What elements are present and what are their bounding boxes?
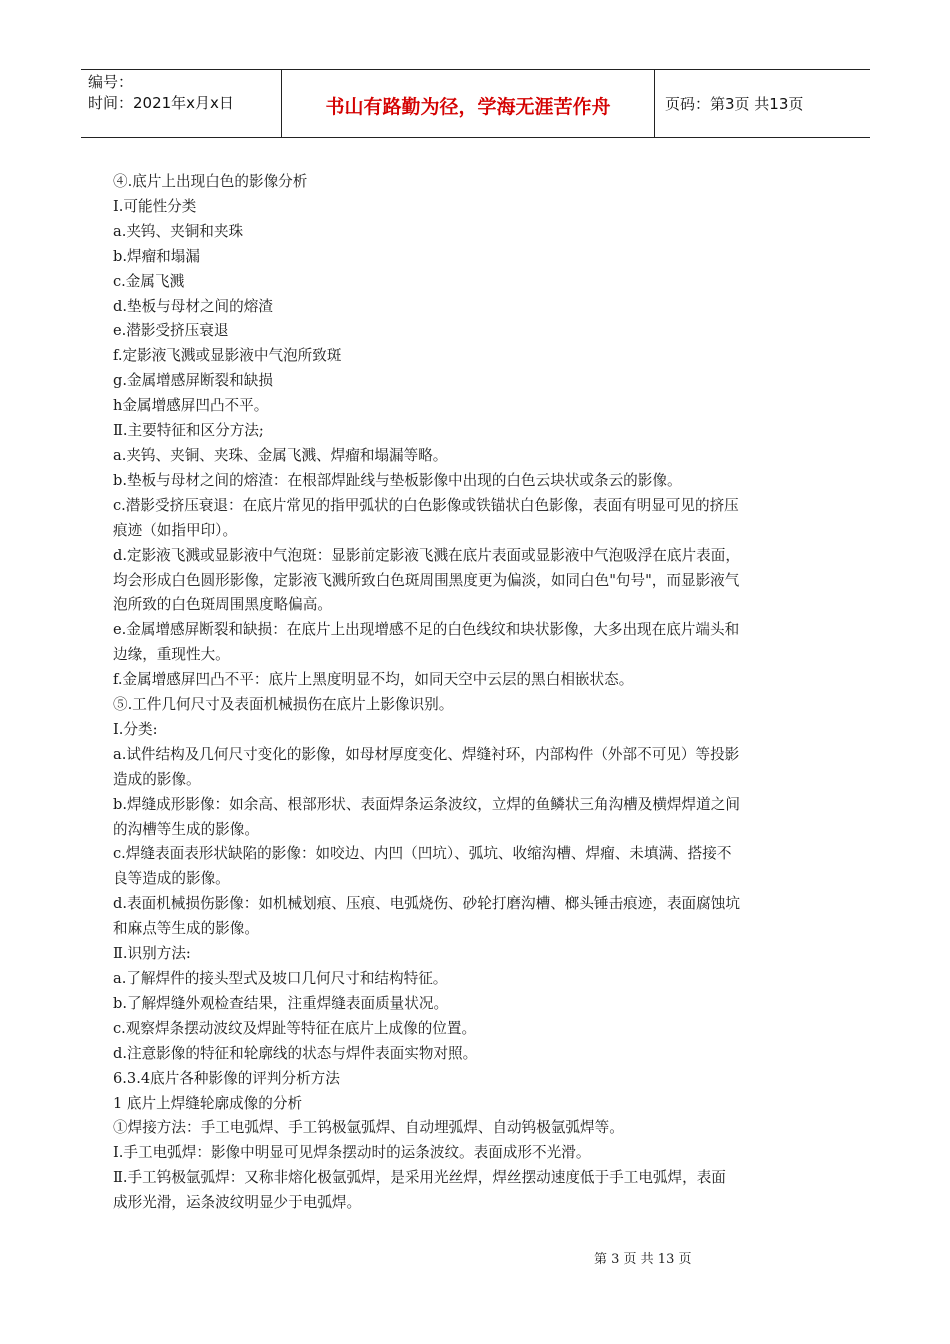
body-line: Ⅱ.手工钨极氩弧焊：又称非熔化极氩弧焊，是采用光丝焊，焊丝摆动速度低于手工电弧焊，表面 bbox=[113, 1169, 726, 1187]
body-line: Ⅱ.识别方法: bbox=[113, 945, 191, 963]
body-line: ①焊接方法：手工电弧焊、手工钨极氩弧焊、自动埋弧焊、自动钨极氩弧焊等。 bbox=[113, 1119, 624, 1137]
body-line: Ⅰ.手工电弧焊：影像中明显可见焊条摆动时的运条波纹。表面成形不光滑。 bbox=[113, 1144, 591, 1162]
body-line: 成形光滑，运条波纹明显少于电弧焊。 bbox=[113, 1194, 362, 1212]
body-line: d.表面机械损伤影像：如机械划痕、压痕、电弧烧伤、砂轮打磨沟槽、榔头锤击痕迹，表面腐蚀坑 bbox=[113, 895, 740, 913]
body-line: a.了解焊件的接头型式及坡口几何尺寸和结构特征。 bbox=[113, 970, 448, 987]
body-line: f.定影液飞溅或显影液中气泡所致斑 bbox=[113, 347, 342, 365]
body-line: b.焊瘤和塌漏 bbox=[113, 247, 200, 265]
body-line: 1 底片上焊缝轮廓成像的分析 bbox=[113, 1094, 303, 1112]
body-line: c.焊缝表面表形状缺陷的影像：如咬边、内凹（凹坑）、弧坑、收缩沟槽、焊瘤、未填满、搭接不 bbox=[113, 845, 732, 863]
document-date-label: 时间：2021年x月x日 bbox=[88, 94, 234, 112]
body-line: f.金属增感屏凹凸不平：底片上黑度明显不均，如同天空中云层的黑白相嵌状态。 bbox=[113, 671, 634, 689]
body-line: Ⅱ.主要特征和区分方法; bbox=[113, 422, 264, 440]
document-header bbox=[81, 69, 870, 138]
body-line: b.垫板与母材之间的熔渣：在根部焊趾线与垫板影像中出现的白色云块状或条云的影像。 bbox=[113, 471, 682, 489]
body-line: e.金属增感屏断裂和缺损：在底片上出现增感不足的白色线纹和块状影像，大多出现在底片端头和 bbox=[113, 621, 740, 639]
body-line: 痕迹（如指甲印）。 bbox=[113, 521, 238, 539]
footer-page-number: 第 3 页 共 13 页 bbox=[594, 1252, 692, 1267]
body-line: c.金属飞溅 bbox=[113, 272, 185, 290]
header-page-number: 页码：第3页 共13页 bbox=[665, 95, 804, 113]
body-line: d.定影液飞溅或显影液中气泡斑：显影前定影液飞溅在底片表面或显影液中气泡吸浮在底片表面， bbox=[113, 546, 740, 564]
body-line: e.潜影受挤压衰退 bbox=[113, 322, 229, 340]
body-line: 和麻点等生成的影像。 bbox=[113, 920, 259, 938]
body-line: c.潜影受挤压衰退：在底片常见的指甲弧状的白色影像或铁锚状白色影像，表面有明显可见的挤压 bbox=[113, 496, 739, 514]
body-line: b.焊缝成形影像：如余高、根部形状、表面焊条运条波纹，立焊的鱼鳞状三角沟槽及横焊焊道之间 bbox=[113, 795, 740, 813]
body-line: b.了解焊缝外观检查结果，注重焊缝表面质量状况。 bbox=[113, 994, 449, 1012]
body-line: a.夹钨、夹铜和夹珠 bbox=[113, 222, 244, 240]
body-line: d.注意影像的特征和轮廓线的状态与焊件表面实物对照。 bbox=[113, 1044, 478, 1062]
body-line: 造成的影像。 bbox=[113, 770, 201, 788]
header-motto: 书山有路勤为径，学海无涯苦作舟 bbox=[281, 70, 655, 137]
header-info-cell bbox=[81, 70, 281, 137]
body-line: ④.底片上出现白色的影像分析 bbox=[113, 173, 308, 190]
document-body bbox=[113, 170, 838, 1216]
body-line: a.夹钨、夹铜、夹珠、金属飞溅、焊瘤和塌漏等略。 bbox=[113, 446, 448, 464]
body-line: 6.3.4底片各种影像的评判分析方法 bbox=[113, 1069, 340, 1087]
body-line: 泡所致的白色斑周围黑度略偏高。 bbox=[113, 596, 332, 614]
body-line: c.观察焊条摆动波纹及焊趾等特征在底片上成像的位置。 bbox=[113, 1019, 477, 1037]
document-number-label: 编号： bbox=[88, 73, 134, 91]
body-line: 均会形成白色圆形影像，定影液飞溅所致白色斑周围黑度更为偏淡，如同白色"句号"，而显影液气 bbox=[113, 571, 740, 589]
body-line: 良等造成的影像。 bbox=[113, 870, 230, 888]
body-line: Ⅰ.分类: bbox=[113, 720, 158, 738]
body-line: a.试件结构及几何尺寸变化的影像，如母材厚度变化、焊缝衬环，内部构件（外部不可见）等投影 bbox=[113, 745, 740, 763]
body-line: g.金属增感屏断裂和缺损 bbox=[113, 372, 273, 390]
body-line: 边缘，重现性大。 bbox=[113, 646, 230, 664]
body-line: ⑤.工件几何尺寸及表面机械损伤在底片上影像识别。 bbox=[113, 696, 454, 714]
body-line: d.垫板与母材之间的熔渣 bbox=[113, 297, 273, 315]
body-line: 的沟槽等生成的影像。 bbox=[113, 820, 259, 838]
body-line: Ⅰ.可能性分类 bbox=[113, 197, 197, 215]
body-line: h金属增感屏凹凸不平。 bbox=[113, 397, 269, 415]
